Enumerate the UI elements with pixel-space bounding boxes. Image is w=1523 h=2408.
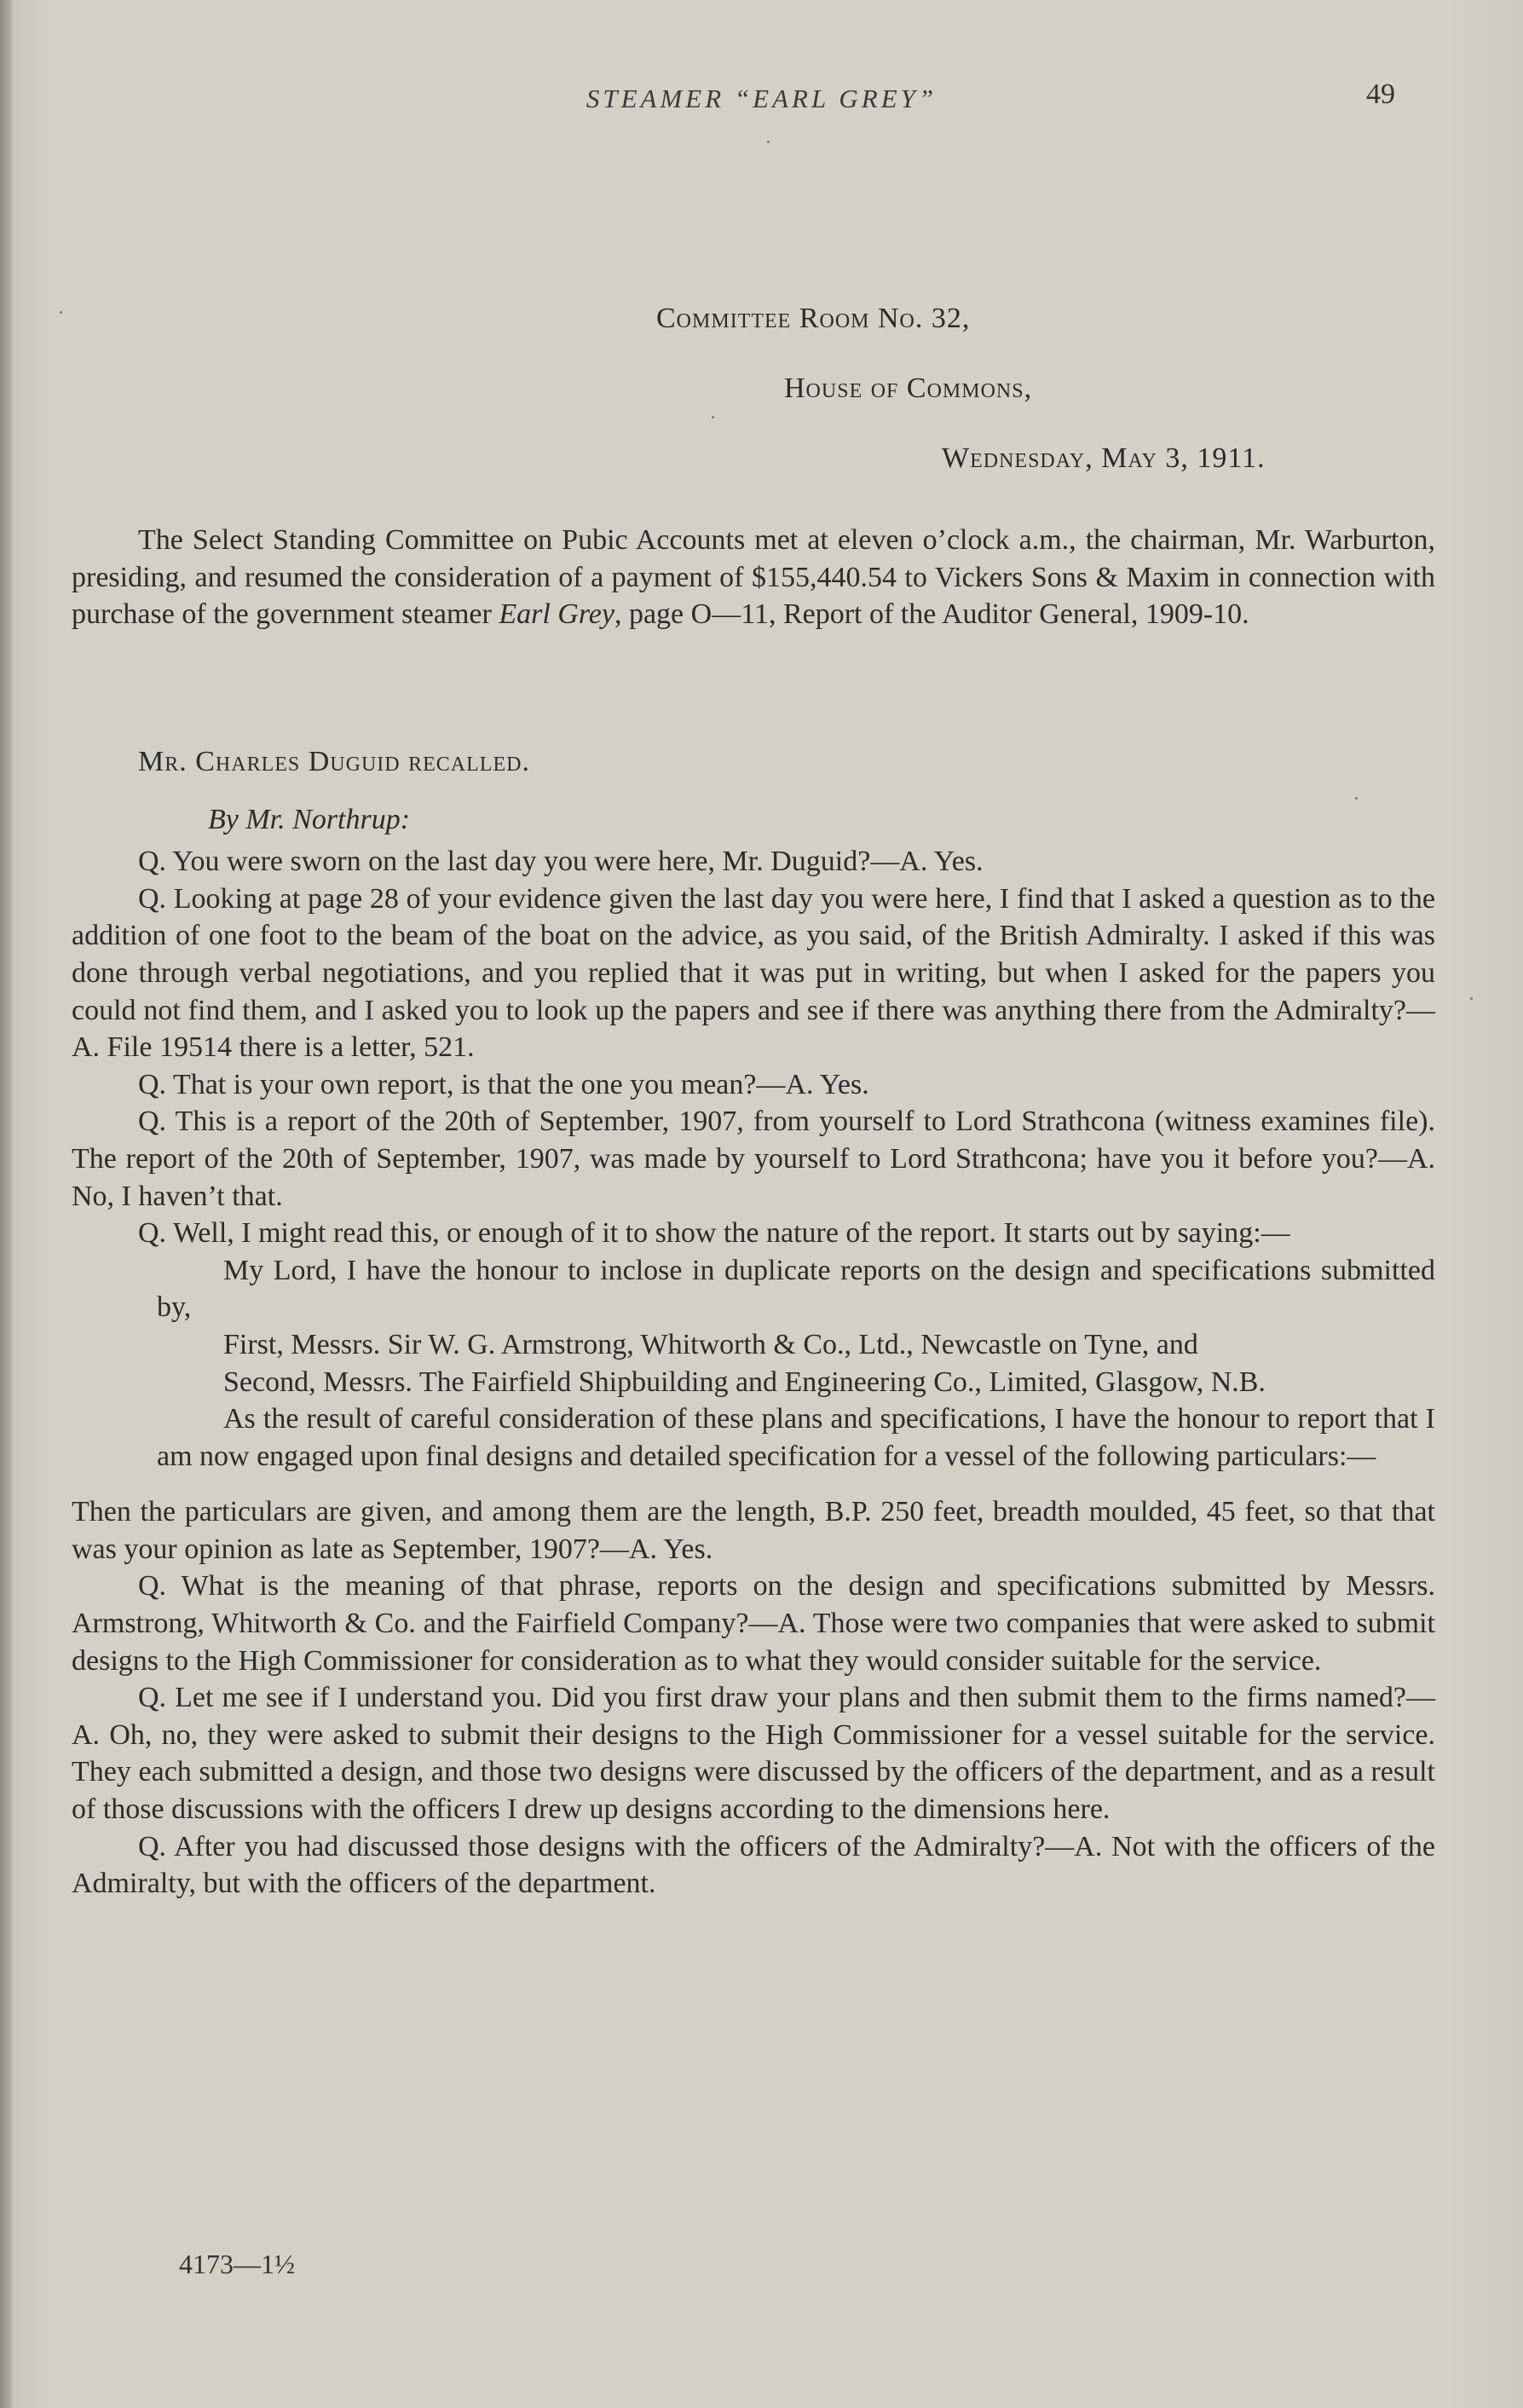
examiner-line: By Mr. Northrup: (208, 803, 411, 835)
witness-recalled-text: Mr. Charles Duguid recalled. (138, 746, 530, 777)
quoted-report-4: As the result of careful consideration of these plans and specifications, I have the honour to report that I am now engaged upon final designs and detailed specification for a vessel of the following particulars:— (157, 1403, 1435, 1472)
question-6: Q. What is the meaning of that phrase, reports on the design and specifications submitted by Messrs. Armstrong, Whitworth & Co. and the Fairfield Company?—A. Those were two companies that were asked to submit designs to the High Commissioner for consideration as to what they would consider suitable for the service. (72, 1570, 1435, 1677)
quoted-report-2: First, Messrs. Sir W. G. Armstrong, Whitworth & Co., Ltd., Newcastle on Tyne, and (223, 1328, 1198, 1360)
vessel-name: Earl Grey (499, 598, 614, 631)
question-1: Q. You were sworn on the last day you were here, Mr. Duguid?—A. Yes. (138, 846, 984, 878)
after-quote-paragraph: Then the particulars are given, and among them are the length, B.P. 250 feet, breadth moulded, 45 feet, so that that was your opinion as late as September, 1907?—A. Yes. (72, 1496, 1435, 1565)
paper-speck (712, 416, 714, 419)
testimony-block (72, 743, 1435, 1903)
question-8: Q. After you had discussed those designs with the officers of the Admiralty?—A. Not with the officers of the Admiralty, but with the officers of the department. (72, 1830, 1435, 1900)
quoted-report-3: Second, Messrs. The Fairfield Shipbuilding and Engineering Co., Limited, Glasgow, N.B. (223, 1366, 1266, 1398)
paper-speck (1470, 997, 1473, 1000)
proceedings-intro-block (72, 522, 1435, 633)
binding-edge (0, 0, 12, 2408)
question-7: Q. Let me see if I understand you. Did you first draw your plans and then submit them to the firms named?—A. Oh, no, they were asked to submit their designs to the High Commissioner for a vessel suitable for the service. They each submitted a design, and those two designs were discussed by the officers of the department, and as a result of those discussions with the officers I drew up designs according to the dimensions here. (72, 1682, 1435, 1826)
intro-paragraph (72, 522, 1435, 633)
question-5: Q. Well, I might read this, or enough of it to show the nature of the report. It starts out by saying:— (138, 1217, 1290, 1250)
page-number: 49 (1366, 78, 1395, 110)
house-of-commons: House of Commons, (784, 372, 1033, 404)
paper-speck (60, 311, 62, 314)
committee-room: Committee Room No. 32, (656, 303, 971, 334)
question-2: Q. Looking at page 28 of your evidence given the last day you were here, I find that I asked a question as to the addition of one foot to the beam of the boat on the advice, as you said, of the British Admiralty. I asked if this was done through verbal negotiations, and you replied that it was put in writing, but when I asked for the papers you could not find them, and I asked you to look up the papers and see if there was anything there from the Admiralty?—A. File 19514 there is a letter, 521. (72, 882, 1435, 1064)
intro-text: The Select Standing Committee on Pubic Accounts met at eleven o’clock a.m., the chairman, Mr. Warburton, presiding, and resumed the consideration of a payment of $155,440.54 to Vickers Sons & Maxim in connection with purchase of the government steamer Earl Grey, page O—11, Report of the Auditor General, 1909-10. (72, 524, 1435, 631)
meeting-date: Wednesday, May 3, 1911. (942, 442, 1266, 474)
question-3: Q. That is your own report, is that the one you mean?—A. Yes. (138, 1068, 869, 1100)
running-head: STEAMER “EARL GREY” (586, 84, 937, 113)
paper-speck (767, 141, 770, 143)
printer-signature: 4173—1½ (179, 2249, 295, 2279)
paper-speck (1355, 797, 1358, 800)
witness-recalled (72, 743, 1435, 781)
question-4: Q. This is a report of the 20th of September, 1907, from yourself to Lord Strathcona (witness examines file). The report of the 20th of September, 1907, was made by yourself to Lord Strathcona; have you it before you?—A. No, I haven’t that. (72, 1106, 1435, 1212)
quoted-report-1: My Lord, I have the honour to inclose in duplicate reports on the design and specifications submitted by, (157, 1254, 1435, 1324)
